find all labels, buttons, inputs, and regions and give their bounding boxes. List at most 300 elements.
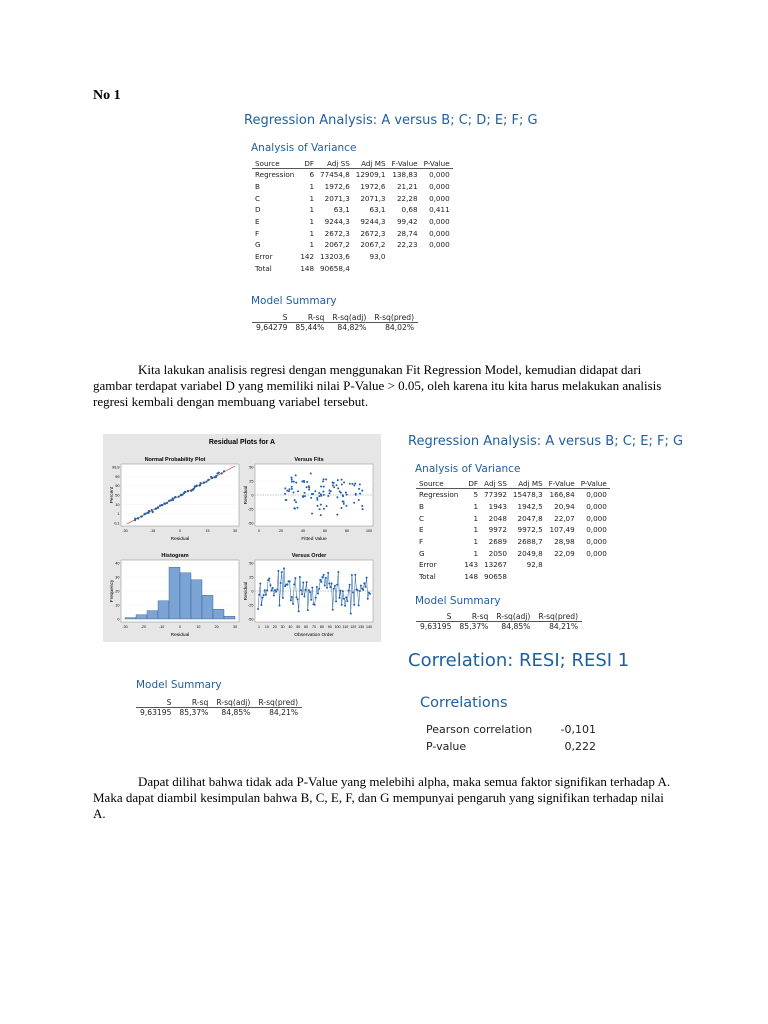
anova-cell: Total	[419, 572, 436, 582]
data-point	[340, 507, 342, 509]
data-point	[184, 491, 186, 493]
x-tick-label: 50	[296, 625, 301, 629]
data-point	[359, 483, 361, 485]
anova-cell: 99,42	[396, 217, 418, 227]
data-point	[314, 490, 316, 492]
data-point	[346, 494, 348, 496]
x-tick-label: 70	[312, 625, 316, 629]
summary-header-row	[252, 313, 418, 323]
data-point	[284, 487, 286, 489]
data-point	[296, 507, 298, 509]
data-point	[327, 495, 329, 497]
data-point	[164, 503, 166, 505]
summary-column-header: R-sq	[175, 698, 212, 708]
data-point	[157, 507, 159, 509]
data-point	[285, 499, 287, 501]
x-tick-label: 40	[288, 625, 293, 629]
x-tick-label: 80	[319, 625, 324, 629]
regression2-summary-table	[416, 612, 582, 631]
x-tick-label: 30	[233, 529, 237, 533]
data-point	[333, 486, 335, 488]
data-point	[187, 490, 189, 492]
histogram-bar	[169, 567, 180, 619]
anova-cell	[421, 251, 453, 263]
data-point	[205, 481, 207, 483]
data-point	[291, 481, 293, 483]
anova-cell: 148	[464, 572, 479, 582]
anova-cell: 143	[464, 560, 479, 570]
correlation-row	[426, 721, 596, 738]
summary-values-row	[136, 708, 302, 718]
anova-cell: C	[419, 513, 425, 523]
x-tick-label: -30	[122, 625, 128, 629]
histogram-bar	[224, 616, 235, 619]
x-tick-label: 120	[350, 625, 357, 629]
anova-cell: 0,000	[429, 193, 450, 203]
data-point	[144, 513, 146, 515]
x-tick-label: 40	[301, 529, 305, 533]
summary-value: 84,82%	[337, 323, 367, 332]
y-tick-label: 0	[251, 493, 254, 498]
x-tick-label: 30	[280, 625, 285, 629]
anova-row	[252, 251, 453, 263]
anova-cell: 63,1	[333, 205, 350, 215]
data-point	[323, 478, 325, 480]
y-tick-label: 0	[251, 589, 254, 594]
anova-cell: 90658	[484, 572, 507, 582]
x-tick-label: 90	[327, 625, 332, 629]
summary-value: 84,21%	[269, 708, 299, 717]
anova-cell: 0,000	[429, 228, 450, 238]
x-tick-label: 60	[304, 625, 309, 629]
data-point	[310, 497, 312, 499]
y-tick-label: 40	[115, 561, 120, 566]
data-point	[151, 509, 153, 511]
anova-cell: 0,000	[429, 240, 450, 250]
data-point	[323, 494, 325, 496]
data-point	[210, 476, 212, 478]
summary-value: 9,64279	[256, 323, 288, 332]
data-point	[345, 492, 347, 494]
anova-cell: 0,000	[586, 537, 607, 547]
data-point	[322, 491, 324, 493]
x-tick-label: 110	[342, 625, 349, 629]
summary-value: 84,85%	[501, 622, 531, 631]
data-point	[288, 488, 290, 490]
y-tick-label: -25	[248, 603, 254, 608]
anova-cell	[510, 571, 546, 583]
data-point	[152, 511, 154, 513]
anova-row	[416, 524, 610, 536]
anova-cell: 13267	[484, 560, 507, 570]
anova-cell: 0,000	[429, 182, 450, 192]
anova-cell: 9972,5	[517, 525, 543, 535]
data-point	[358, 499, 360, 501]
correlation-value: -0,101	[560, 723, 596, 736]
data-point	[369, 593, 371, 595]
anova-cell: Error	[419, 560, 437, 570]
data-point	[203, 482, 205, 484]
summary-value: 9,63195	[420, 622, 452, 631]
y-axis-label: Frequency	[110, 579, 115, 603]
y-tick-label: 1	[117, 512, 120, 517]
anova-cell: 2067,2	[324, 240, 350, 250]
summary-column-header: S	[136, 698, 175, 708]
x-tick-label: -10	[159, 625, 165, 629]
summary-value: 84,21%	[549, 622, 579, 631]
x-tick-label: 10	[264, 625, 269, 629]
y-tick-label: 25	[249, 479, 254, 484]
data-point	[174, 496, 176, 498]
data-point	[341, 479, 343, 481]
regression1-anova-table	[252, 159, 453, 274]
data-point	[308, 488, 310, 490]
summary-column-header: S	[416, 612, 455, 622]
anova-cell: 13203,6	[320, 252, 350, 262]
paragraph-2: Dapat dilihat bahwa tidak ada P-Value yang melebihi alpha, maka semua faktor signifikan terhadap A. Maka dapat diambil kesimpulan bahwa B, C, E, F, dan G mempunyai pengaruh yang signifikan terhadap nilai A.	[93, 774, 671, 821]
anova-cell	[353, 263, 389, 275]
anova-column-header: Source	[252, 159, 297, 169]
data-point	[316, 497, 318, 499]
data-point	[320, 504, 322, 506]
anova-cell	[546, 559, 578, 571]
anova-cell: 2071,3	[324, 193, 350, 203]
anova-cell: 15478,3	[512, 490, 543, 500]
summary-column-header: S	[252, 313, 291, 323]
y-tick-label: 10	[115, 502, 120, 507]
anova-cell: 6	[309, 170, 315, 180]
histogram-bar	[125, 618, 136, 619]
regression2-anova-table	[416, 479, 610, 583]
summary-column-header: R-sq	[291, 313, 328, 323]
data-point	[286, 490, 288, 492]
anova-cell: 1	[309, 240, 315, 250]
anova-cell: B	[419, 502, 424, 512]
y-axis-label: Residual	[244, 485, 249, 505]
summary-header-row	[136, 698, 302, 708]
x-tick-label: 10	[196, 625, 201, 629]
x-tick-label: 0	[179, 529, 181, 533]
summary-values-row	[252, 323, 418, 333]
data-point	[353, 502, 355, 504]
anova-cell: 9244,3	[360, 217, 386, 227]
anova-cell: B	[255, 182, 260, 192]
anova-cell	[546, 571, 578, 583]
anova-cell: 77454,8	[320, 170, 350, 180]
data-point	[332, 482, 334, 484]
y-tick-label: -50	[248, 617, 254, 622]
anova-cell: 22,23	[396, 240, 418, 250]
y-tick-label: 99,9	[112, 465, 120, 470]
anova-cell: 1972,6	[324, 182, 350, 192]
anova-cell: 2067,2	[360, 240, 386, 250]
anova-row	[252, 263, 453, 275]
anova-cell: F	[255, 228, 260, 238]
anova-header-row	[252, 159, 453, 169]
anova-cell: 1	[473, 525, 479, 535]
correlation-label: P-value	[426, 740, 467, 753]
data-point	[341, 484, 343, 486]
anova-cell: F	[419, 537, 424, 547]
data-point	[351, 483, 353, 485]
summary-value: 85,37%	[459, 622, 489, 631]
anova-cell: 21,21	[396, 182, 418, 192]
data-point	[323, 486, 325, 488]
data-point	[148, 510, 150, 512]
data-point	[306, 486, 308, 488]
data-point	[306, 481, 308, 483]
anova-row	[252, 216, 453, 228]
anova-cell: 9972	[488, 525, 507, 535]
data-point	[288, 490, 290, 492]
y-tick-label: 10	[115, 603, 120, 608]
data-point	[291, 488, 293, 490]
anova-column-header: F-Value	[546, 479, 578, 489]
regression1-summary-title: Model Summary	[251, 295, 337, 307]
anova-column-header: F-Value	[389, 159, 421, 169]
data-point	[221, 472, 223, 474]
data-point	[328, 492, 330, 494]
anova-column-header: Source	[416, 479, 461, 489]
anova-cell: 28,98	[554, 537, 575, 547]
anova-cell: 93,0	[369, 252, 386, 262]
residual-plots-figure	[103, 434, 381, 642]
anova-cell: 22,09	[554, 548, 575, 558]
data-point	[168, 500, 170, 502]
data-point	[337, 479, 339, 481]
anova-cell: 12909,1	[355, 170, 386, 180]
x-tick-label: 15	[205, 529, 210, 533]
anova-row	[252, 239, 453, 251]
anova-row	[416, 571, 610, 583]
anova-cell: 1	[309, 182, 315, 192]
x-tick-label: 20	[214, 625, 219, 629]
data-point	[302, 495, 304, 497]
y-tick-label: 0,1	[114, 521, 120, 526]
data-point	[218, 472, 220, 474]
summary-left-table	[136, 698, 302, 717]
panel-title: Versus Fits	[294, 457, 324, 463]
data-point	[215, 475, 217, 477]
data-point	[320, 486, 322, 488]
anova-cell: D	[255, 205, 261, 215]
anova-cell: 0,000	[429, 217, 450, 227]
anova-cell: 2049,8	[517, 548, 543, 558]
data-point	[328, 489, 330, 491]
data-point	[343, 501, 345, 503]
data-point	[293, 491, 295, 493]
anova-column-header: Adj MS	[353, 159, 389, 169]
x-tick-label: 1	[258, 625, 260, 629]
data-point	[317, 505, 319, 507]
data-point	[354, 482, 356, 484]
data-point	[207, 479, 209, 481]
data-point	[326, 505, 328, 507]
correlation-title: Correlation: RESI; RESI 1	[408, 650, 630, 671]
data-point	[336, 496, 338, 498]
anova-row	[252, 181, 453, 193]
anova-cell: 2689	[488, 537, 507, 547]
data-point	[304, 492, 306, 494]
data-point	[196, 485, 198, 487]
residual-plots-title: Residual Plots for A	[208, 439, 276, 446]
regression1-anova-title: Analysis of Variance	[251, 142, 357, 154]
anova-cell: 63,1	[369, 205, 386, 215]
anova-column-header: Adj SS	[317, 159, 353, 169]
histogram-bar	[202, 595, 213, 619]
data-point	[295, 474, 297, 476]
data-point	[325, 478, 327, 480]
data-point	[155, 508, 157, 510]
correlation-label: Pearson correlation	[426, 723, 533, 736]
residual-plots-svg	[103, 434, 381, 642]
anova-cell	[421, 263, 453, 275]
correlation-row	[426, 738, 596, 755]
panel-title: Normal Probability Plot	[144, 457, 206, 463]
x-tick-label: 0	[179, 625, 181, 629]
x-axis-label: Observation Order	[294, 633, 334, 638]
anova-cell: 1943	[488, 502, 507, 512]
correlations-subtitle: Correlations	[420, 695, 508, 711]
anova-cell: 22,28	[396, 193, 418, 203]
data-point	[304, 495, 306, 497]
anova-cell	[389, 263, 421, 275]
histogram-bar	[136, 615, 147, 619]
y-tick-label: -25	[248, 507, 254, 512]
data-point	[345, 505, 347, 507]
y-tick-label: 0	[117, 617, 120, 622]
anova-column-header: DF	[297, 159, 317, 169]
data-point	[178, 496, 180, 498]
x-tick-label: -20	[140, 625, 146, 629]
data-point	[359, 493, 361, 495]
summary-column-header: R-sq(adj)	[328, 313, 370, 323]
data-point	[141, 515, 143, 517]
histogram-bar	[180, 573, 191, 619]
y-axis-label: Residual	[244, 581, 249, 601]
anova-row	[416, 547, 610, 559]
data-point	[295, 501, 297, 503]
paragraph-1: Kita lakukan analisis regresi dengan menggunakan Fit Regression Model, kemudian didapat dari gambar terdapat variabel D yang memiliki nilai P-Value > 0.05, oleh karena itu kita harus melakukan analisis regresi kembali dengan membuang variabel tersebut.	[93, 362, 662, 409]
summary-column-header: R-sq(adj)	[212, 698, 254, 708]
section-heading: No 1	[93, 88, 121, 103]
x-tick-label: 30	[233, 625, 237, 629]
x-axis-label: Residual	[170, 633, 190, 638]
regression2-summary-title: Model Summary	[415, 595, 501, 607]
x-tick-label: -30	[122, 529, 128, 533]
anova-cell: 138,83	[392, 170, 418, 180]
anova-cell: 107,49	[549, 525, 575, 535]
anova-cell: 0,000	[586, 513, 607, 523]
anova-cell: C	[255, 193, 261, 203]
anova-column-header: P-Value	[578, 479, 610, 489]
data-point	[362, 508, 364, 510]
anova-cell: 5	[473, 490, 479, 500]
anova-cell: 1	[309, 193, 315, 203]
data-point	[297, 490, 299, 492]
data-point	[308, 486, 310, 488]
anova-cell: Error	[255, 252, 273, 262]
anova-row	[416, 536, 610, 548]
data-point	[343, 481, 345, 483]
x-axis-label: Fitted Value	[301, 537, 327, 542]
summary-value: 85,37%	[179, 708, 209, 717]
histogram-bar	[191, 580, 202, 619]
x-tick-label: 100	[334, 625, 341, 629]
summary-column-header: R-sq(adj)	[492, 612, 534, 622]
summary-left-title: Model Summary	[136, 679, 222, 691]
anova-cell: 148	[300, 263, 315, 273]
x-tick-label: 80	[345, 529, 349, 533]
data-point	[339, 490, 341, 492]
x-tick-label: -15	[149, 529, 156, 533]
panel-title: Histogram	[161, 553, 189, 559]
anova-cell: 77392	[484, 490, 507, 500]
anova-cell: 28,74	[396, 228, 418, 238]
data-point	[137, 517, 139, 519]
anova-cell: 142	[300, 252, 315, 262]
y-tick-label: 50	[249, 465, 254, 470]
anova-cell: 1	[473, 537, 479, 547]
summary-column-header: R-sq(pred)	[370, 313, 418, 323]
anova-cell: Regression	[419, 490, 459, 500]
x-tick-label: 20	[279, 529, 283, 533]
anova-cell: 9244,3	[324, 217, 350, 227]
anova-cell: 2672,3	[360, 228, 386, 238]
data-point	[320, 514, 322, 516]
y-tick-label: 50	[115, 493, 120, 498]
correlation-table	[426, 721, 596, 755]
anova-cell	[389, 251, 421, 263]
anova-cell: 1	[473, 548, 479, 558]
anova-cell: E	[255, 217, 260, 227]
y-tick-label: 30	[115, 575, 120, 580]
anova-cell: 2688,7	[517, 537, 543, 547]
anova-cell: 2071,3	[360, 193, 386, 203]
anova-cell: 1	[309, 228, 315, 238]
data-point	[294, 499, 296, 501]
anova-cell: E	[419, 525, 424, 535]
anova-cell: Total	[255, 263, 272, 273]
y-tick-label: 50	[249, 561, 254, 566]
data-point	[319, 508, 321, 510]
x-tick-label: 0	[258, 529, 260, 533]
data-point	[343, 503, 345, 505]
anova-cell: G	[255, 240, 261, 250]
data-point	[291, 486, 293, 488]
data-point	[322, 480, 324, 482]
data-point	[200, 482, 202, 484]
y-tick-label: 99	[115, 474, 120, 479]
anova-column-header: P-Value	[421, 159, 453, 169]
anova-cell: 2672,3	[324, 228, 350, 238]
anova-cell: 22,07	[554, 513, 575, 523]
data-point	[172, 497, 174, 499]
data-point	[319, 579, 321, 581]
data-point	[294, 508, 296, 510]
x-tick-label: 60	[323, 529, 327, 533]
data-point	[134, 518, 136, 520]
y-tick-label: 90	[115, 484, 120, 489]
anova-cell: 2047,8	[517, 513, 543, 523]
anova-cell: 0,000	[586, 490, 607, 500]
anova-cell: 90658,4	[320, 263, 350, 273]
panel-title: Versus Order	[291, 553, 327, 559]
data-point	[332, 484, 334, 486]
data-point	[193, 487, 195, 489]
data-point	[342, 495, 344, 497]
anova-cell: 0,68	[401, 205, 418, 215]
